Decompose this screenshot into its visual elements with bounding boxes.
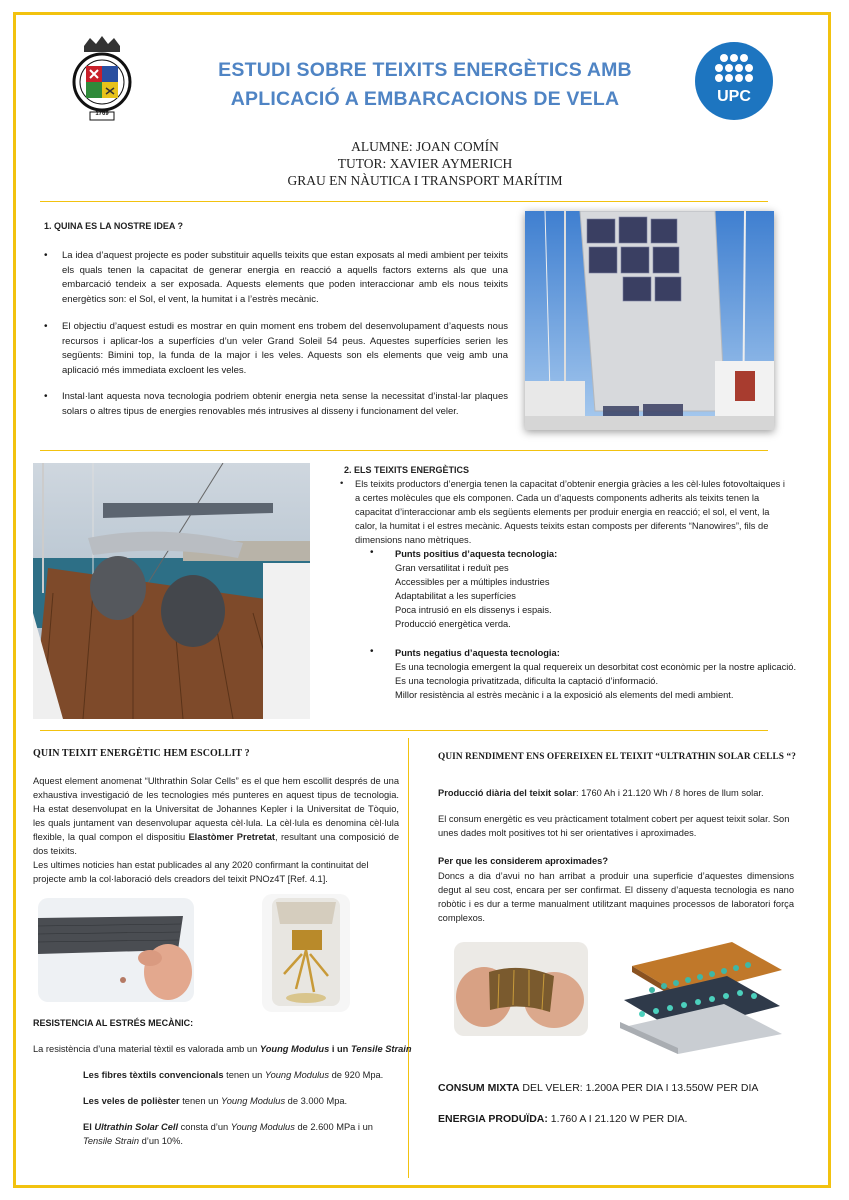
para-bold-italic: Young Modulus: [259, 1044, 330, 1054]
para-bold: Elastòmer Pretretat: [188, 832, 276, 842]
bullet-dot: •: [340, 478, 344, 489]
section2-intro-text: Els teixits productors d’energia tenen la capacitat d’obtenir energia gràcies a les cèl·lules fotovoltaiques i a certes molècules que els componen. Cada un d’aquests components adherits als teixits tenen la capacitat d’interaccionar amb els següents elements per produir energia en reacció; el sol, el vent, la calor, la humitat i el estres mecànic. Aquests teixits estan composts per diferents “Nanowires”, fils de dimensions nano mètriques.: [355, 479, 785, 545]
divider-1: [40, 450, 768, 451]
student-name: ALUMNE: JOAN COMÍN: [351, 139, 499, 154]
divider-2: [40, 730, 768, 731]
solar-sail-photo: [525, 211, 774, 430]
item-text: d’un 10%.: [139, 1136, 183, 1146]
negative-item: Es una tecnologia emergent la qual requereix un desorbitat cost econòmic per la nostre aplicació.: [395, 662, 797, 672]
crest-year: 1769: [95, 111, 109, 117]
item-text: de 2.600 MPa i un: [294, 1122, 373, 1132]
positive-item: Producció energètica verda.: [395, 619, 511, 629]
positives-block: [370, 547, 790, 631]
item-italic: Young Modulus: [230, 1122, 295, 1132]
stress-intro: [33, 1042, 413, 1057]
item-italic: Young Modulus: [221, 1096, 286, 1106]
title-line-1: ESTUDI SOBRE TEIXITS ENERGÈTICS AMB: [218, 59, 632, 81]
upc-logo-text: UPC: [717, 88, 751, 105]
fabric-sample-photo: [38, 898, 194, 1002]
flexible-cell-photo: [454, 942, 588, 1036]
energia-label: ENERGIA PRODUÏDA:: [438, 1113, 548, 1125]
para-text: La resistència d’una material tèxtil es valorada amb un: [33, 1044, 260, 1054]
prod-value: : 1760 Ah i 21.120 Wh / 8 hores de llum solar.: [575, 788, 764, 798]
section3-para1: [33, 774, 399, 858]
item-text: tenen un: [179, 1096, 221, 1106]
item-bold: El: [83, 1122, 95, 1132]
para-text: , resultant una composició de dos teixits.: [33, 832, 400, 856]
prod-label: Producció diària del teixit solar: [438, 788, 576, 798]
item-text: tenen un: [223, 1070, 265, 1080]
mixed-consumption: [438, 1082, 758, 1094]
poster-meta: [200, 138, 650, 189]
section1-bullet-1: [44, 249, 508, 307]
item-text: de 3.000 Mpa.: [285, 1096, 348, 1106]
item-bold-italic: Ultrathin Solar Cell: [94, 1122, 179, 1132]
negatives-heading: Punts negatius d’aquesta tecnologia:: [395, 648, 560, 658]
boat-deck-photo: [33, 463, 310, 719]
approx-text: Doncs a dia d’avui no han arribat a produir una superficie d’aquestes dimensions degut al seu cost, encara per ser confirmat. El disseny d’aquesta tecnologia es nano robòtic i es dur a terme manualment utilitzant maquines processos de laboratori força complexos.: [438, 871, 794, 923]
layer-structure-diagram: [612, 936, 790, 1054]
section1-bullet-3: [44, 390, 508, 419]
bullet-text: • El objectiu d’aquest estudi es mostrar en quin moment ens trobem del desenvolupament d’aquests nous recursos i aplicar-los a superfícies d’un veler Grand Soleil 54 peus. Aquestes superfícies serien les següents: Bimini top, la funda de la major i les veles. Aquests son els elements que veig amb una aplicació més immediata excloent les veles.: [62, 321, 508, 376]
crest-logo: [70, 34, 134, 122]
item-bold: Les veles de polièster: [83, 1096, 180, 1106]
bullet-dot: •: [370, 646, 374, 657]
daily-production: [438, 786, 818, 801]
section2-intro: [340, 477, 790, 547]
consum-value: DEL VELER: 1.200A PER DIA I 13.550W PER DIA: [519, 1082, 759, 1094]
section1-bullet-2: [44, 320, 508, 378]
section3-heading: QUIN TEIXIT ENERGÈTIC HEM ESCOLLIT ?: [33, 748, 250, 759]
solar-cell-device-photo: [262, 894, 350, 1012]
item-italic: Tensile Strain: [83, 1136, 139, 1146]
negatives-block: [370, 646, 800, 702]
section2-heading: 2. ELS TEIXITS ENERGÈTICS: [344, 465, 470, 475]
positive-item: Adaptabilitat a les superfícies: [395, 591, 516, 601]
divider-top: [40, 201, 768, 202]
stress-heading: RESISTENCIA AL ESTRÉS MECÀNIC:: [33, 1018, 194, 1028]
para-text: Aquest element anomenat “Ulthrathin Solar Cells” es el que hem escollit després de una exhaustiva investigació de les tecnologies més punteres en aquest tipus de tecnologia. Ha estat desenvolupat en la Universitat de Johannes Kepler i la Universitat de Tòquio, les quals juntament van desenvolupar aquesta cèl·lula. La cèl·lula es denomina cèl·lula flexible, la qual compon el dispositiu: [33, 776, 399, 842]
degree-name: GRAU EN NÀUTICA I TRANSPORT MARÍTIM: [287, 173, 563, 188]
item-text: consta d’un: [178, 1122, 231, 1132]
section3-para2: Les ultimes noticies han estat publicades al any 2020 confirmant la continuitat del projecte amb la col·laboració dels creadors del teixit PNOz4T [Ref. 4.1].: [33, 860, 369, 884]
bullet-text: • Instal·lant aquesta nova tecnologia podriem obtenir energia neta sense la necessitat d’instal·lar plaques solars o altres tipus de energies renovables més intrusives al disseny i funcionament del veler.: [62, 391, 508, 417]
stress-item-2: [83, 1094, 393, 1109]
positives-heading: Punts positius d’aquesta tecnologia:: [395, 549, 558, 559]
title-line-2: APLICACIÓ A EMBARCACIONS DE VELA: [230, 88, 620, 110]
negative-item: Es una tecnologia privatitzada, dificulta la captació d’informació.: [395, 676, 659, 686]
positive-item: Gran versatilitat i reduït pes: [395, 563, 509, 573]
column-divider: [408, 738, 409, 1178]
para-bold-italic: Tensile Strain: [350, 1044, 412, 1054]
section4-heading: QUIN RENDIMENT ENS OFEREIXEN EL TEIXIT “ULTRATHIN SOLAR CELLS “?: [438, 752, 796, 762]
para-bold: i un: [329, 1044, 351, 1054]
bullet-text: • La idea d’aquest projecte es poder substituir aquells teixits que estan exposats al medi ambient per teixits els quals tenen la capacitat de generar energia en reacció a aquells factors externs als que una embarcació tendeix a ser exposada. Aquests elements que poden interaccionar amb els nous teixits energètics son: el Sol, el vent, la humitat i a l’estrès mecànic.: [62, 250, 508, 305]
section1-heading: 1. QUINA ES LA NOSTRE IDEA ?: [44, 221, 184, 231]
tutor-name: TUTOR: XAVIER AYMERICH: [337, 156, 513, 171]
energia-value: 1.760 A I 21.120 W PER DIA.: [547, 1113, 688, 1125]
positive-item: Accessibles per a múltiples industries: [395, 577, 550, 587]
negative-item: Millor resistència al estrès mecànic i a la exposició als elements del medi ambient.: [395, 690, 734, 700]
section4-para2: El consum energètic es veu pràcticament totalment cobert per aquest teixit solar. Son unes dades molt positives tot hi ser orientatives i aproximades.: [438, 814, 790, 838]
approx-heading: Per que les considerem aproximades?: [438, 856, 608, 866]
stress-item-1: [83, 1068, 393, 1083]
upc-logo: [695, 42, 773, 120]
item-bold: Les fibres tèxtils convencionals: [83, 1070, 224, 1080]
bullet-dot: •: [370, 547, 374, 558]
item-text: de 920 Mpa.: [329, 1070, 384, 1080]
positive-item: Poca intrusió en els dissenys i espais.: [395, 605, 552, 615]
consum-label: CONSUM MIXTA: [438, 1082, 520, 1094]
poster-title: [170, 56, 680, 114]
item-italic: Young Modulus: [264, 1070, 329, 1080]
stress-item-3: [83, 1120, 399, 1148]
energy-produced: [438, 1113, 687, 1125]
